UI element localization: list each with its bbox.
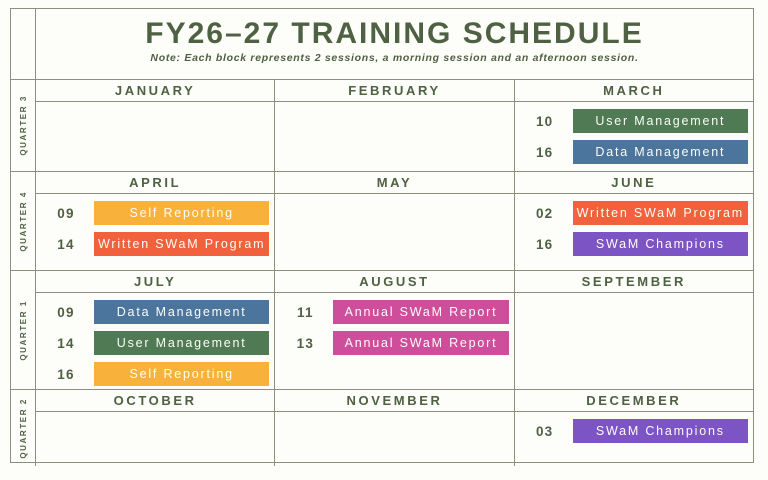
month-header: DECEMBER (515, 390, 753, 412)
month-header: MAY (275, 172, 513, 194)
month-header: FEBRUARY (275, 80, 513, 102)
session-entry (275, 331, 513, 355)
session-date: 16 (57, 366, 75, 382)
page-title: FY26–27 TRAINING SCHEDULE (145, 17, 644, 50)
months-row (36, 80, 753, 171)
quarter-label (11, 271, 36, 389)
month-header: OCTOBER (36, 390, 274, 412)
schedule-table (10, 8, 754, 463)
session-block: Self Reporting (94, 362, 269, 386)
session-block: Self Reporting (94, 201, 269, 225)
quarter-row-2 (11, 172, 753, 271)
session-date: 16 (535, 144, 554, 160)
session-date: 13 (296, 335, 315, 351)
month-cell-november (275, 390, 514, 466)
months-row (36, 172, 753, 270)
session-entry (36, 362, 274, 386)
session-block: Written SWaM Program (573, 201, 748, 225)
session-entry (515, 201, 753, 225)
quarter-label (11, 172, 36, 270)
quarter-label-text: QUARTER 4 (18, 190, 28, 252)
month-entries (36, 293, 274, 389)
session-date: 10 (535, 113, 554, 129)
month-header: JULY (36, 271, 274, 293)
session-block: SWaM Champions (573, 419, 748, 443)
month-cell-february (275, 80, 514, 171)
title-row (11, 9, 753, 80)
session-entry (275, 300, 513, 324)
month-entries (515, 194, 753, 270)
session-entry (515, 232, 753, 256)
quarter-row-4 (11, 390, 753, 466)
month-cell-january (36, 80, 275, 171)
session-entry (36, 232, 274, 256)
session-entry (36, 201, 274, 225)
quarter-column-spacer (11, 9, 36, 79)
session-entry (36, 300, 274, 324)
session-date: 16 (535, 236, 554, 252)
session-block: SWaM Champions (573, 232, 748, 256)
session-date: 02 (535, 205, 554, 221)
session-entry (515, 140, 753, 164)
month-header: JANUARY (36, 80, 274, 102)
month-cell-july (36, 271, 275, 389)
session-block: Annual SWaM Report (333, 300, 508, 324)
month-entries (275, 102, 513, 171)
month-header: JUNE (515, 172, 753, 194)
session-entry (515, 419, 753, 443)
month-entries (515, 412, 753, 466)
month-cell-september (515, 271, 753, 389)
month-cell-june (515, 172, 753, 270)
month-header: MARCH (515, 80, 753, 102)
session-entry (36, 331, 274, 355)
quarter-row-3 (11, 271, 753, 390)
quarter-label-text: QUARTER 3 (18, 95, 28, 156)
month-header: APRIL (36, 172, 274, 194)
month-entries (275, 412, 513, 466)
session-date: 14 (57, 236, 75, 252)
quarter-label-text: QUARTER 1 (18, 299, 28, 361)
session-date: 03 (535, 423, 554, 439)
session-date: 14 (57, 335, 75, 351)
quarter-row-1 (11, 80, 753, 172)
month-cell-august (275, 271, 514, 389)
session-block: Data Management (573, 140, 748, 164)
month-cell-december (515, 390, 753, 466)
session-date: 11 (296, 304, 314, 320)
months-row (36, 390, 753, 466)
schedule-note: Note: Each block represents 2 sessions, a morning session and an afternoon session. (150, 52, 639, 64)
month-entries (36, 194, 274, 270)
month-entries (36, 102, 274, 171)
month-header: NOVEMBER (275, 390, 513, 412)
session-block: User Management (573, 109, 748, 133)
title-cell (36, 9, 753, 79)
month-entries (275, 293, 513, 389)
session-block: Annual SWaM Report (333, 331, 508, 355)
session-entry (515, 109, 753, 133)
session-date: 09 (57, 205, 75, 221)
quarter-label-text: QUARTER 2 (18, 397, 28, 459)
month-entries (275, 194, 513, 270)
month-cell-october (36, 390, 275, 466)
quarter-label (11, 80, 36, 171)
session-block: User Management (94, 331, 269, 355)
session-date: 09 (57, 304, 75, 320)
month-header: AUGUST (275, 271, 513, 293)
schedule-grid (11, 80, 753, 466)
month-cell-may (275, 172, 514, 270)
month-header: SEPTEMBER (515, 271, 753, 293)
month-entries (515, 293, 753, 389)
month-cell-march (515, 80, 753, 171)
month-entries (515, 102, 753, 171)
quarter-label (11, 390, 36, 466)
month-cell-april (36, 172, 275, 270)
session-block: Written SWaM Program (94, 232, 269, 256)
months-row (36, 271, 753, 389)
session-block: Data Management (94, 300, 269, 324)
month-entries (36, 412, 274, 466)
